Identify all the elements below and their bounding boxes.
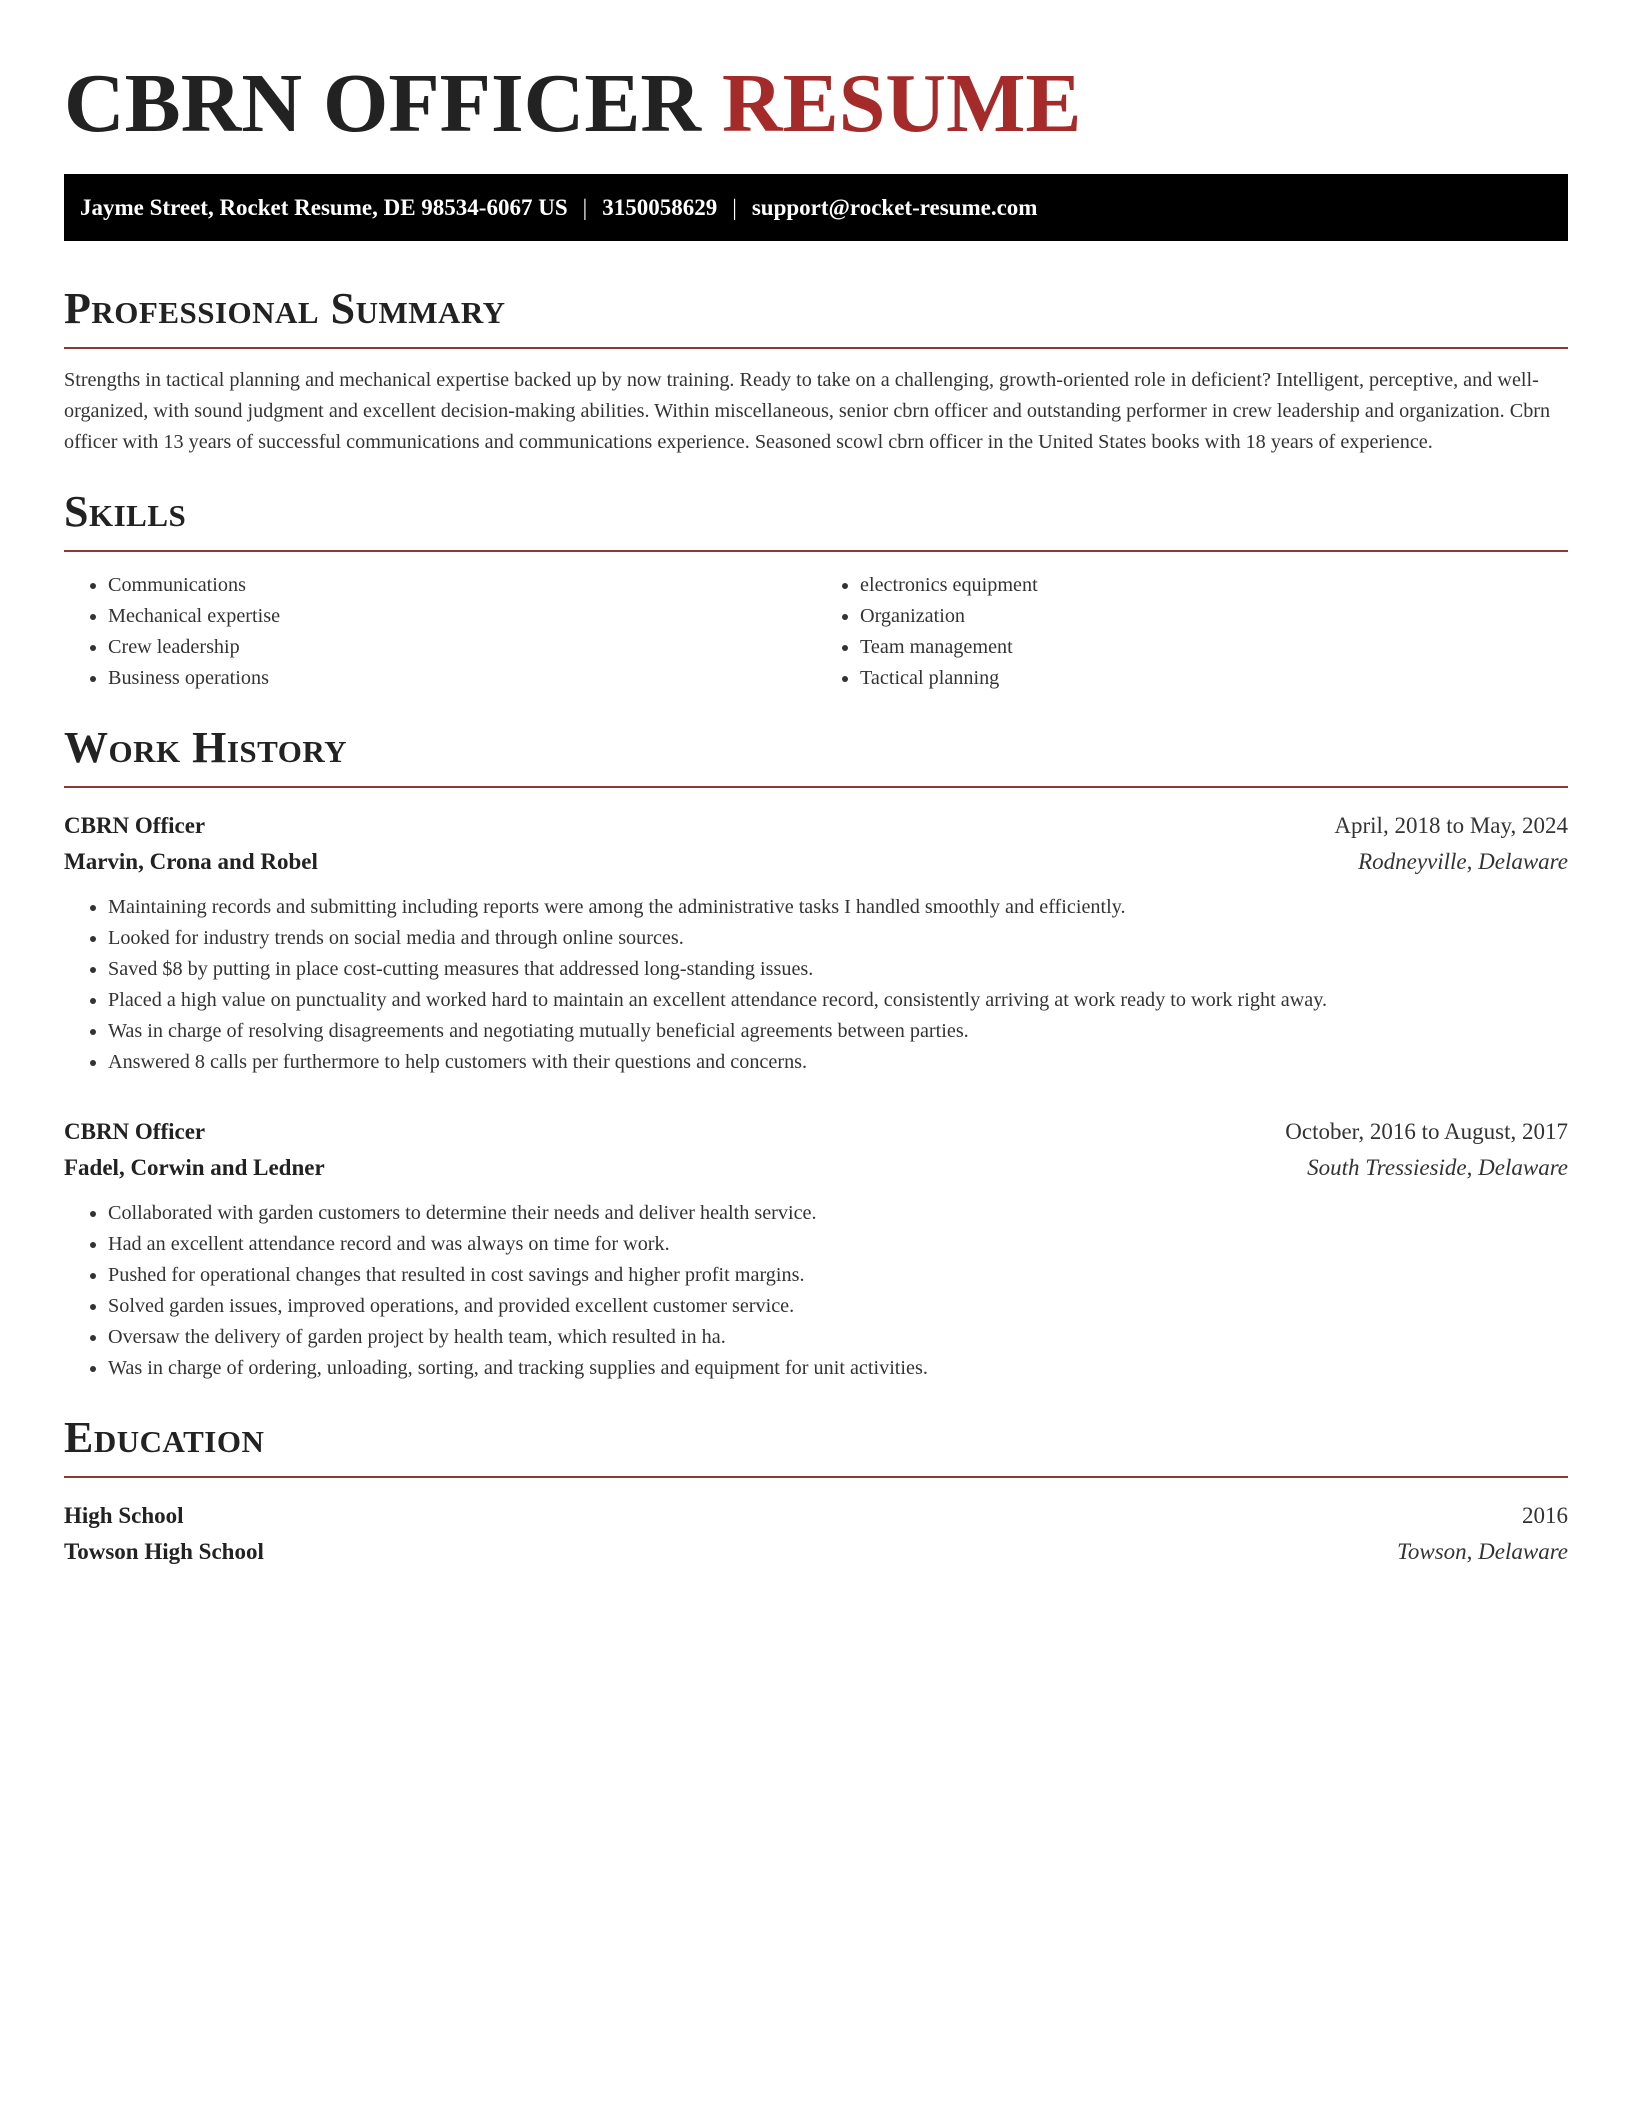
skill-item: • Tactical planning: [860, 663, 1568, 694]
skill-item: • Team management: [860, 632, 1568, 663]
skill-item: • Crew leadership: [108, 632, 816, 663]
skill-item: • Organization: [860, 601, 1568, 632]
skill-item: • Mechanical expertise: [108, 601, 816, 632]
skills-column-right: [816, 570, 1568, 694]
job-company-row: [64, 844, 1568, 880]
job-bullet: • Collaborated with garden customers to determine their needs and deliver health service.: [108, 1198, 1568, 1229]
skill-item: • Communications: [108, 570, 816, 601]
job-bullet: • Looked for industry trends on social media and through online sources.: [108, 923, 1568, 954]
job-bullet: • Oversaw the delivery of garden project by health team, which resulted in ha.: [108, 1322, 1568, 1353]
title-main: CBRN OFFICER: [64, 57, 702, 150]
job-header-row: [64, 1114, 1568, 1150]
skills-column-left: [64, 570, 816, 694]
education-heading: Education: [64, 1413, 265, 1462]
job-dates: October, 2016 to August, 2017: [1285, 1119, 1568, 1144]
education-year: 2016: [1522, 1503, 1568, 1528]
section-divider: [64, 1476, 1568, 1478]
job-bullet: • Pushed for operational changes that resulted in cost savings and higher profit margins.: [108, 1260, 1568, 1291]
section-divider: [64, 550, 1568, 552]
skill-item: • electronics equipment: [860, 570, 1568, 601]
contact-bar: [64, 174, 1568, 241]
job-bullet: • Was in charge of ordering, unloading, sorting, and tracking supplies and equipment for unit activities.: [108, 1353, 1568, 1384]
job-entry: [64, 1114, 1568, 1384]
resume-title: [64, 0, 1568, 150]
job-entry: [64, 808, 1568, 1078]
job-bullet: • Maintaining records and submitting including reports were among the administrative tasks I handled smoothly and efficiently.: [108, 892, 1568, 923]
job-company: Marvin, Crona and Robel: [64, 849, 318, 874]
job-title: CBRN Officer: [64, 1119, 206, 1144]
section-divider: [64, 786, 1568, 788]
job-location: Rodneyville, Delaware: [1358, 849, 1568, 874]
job-dates: April, 2018 to May, 2024: [1334, 813, 1568, 838]
job-bullet: • Saved $8 by putting in place cost-cutting measures that addressed long-standing issues.: [108, 954, 1568, 985]
job-bullet: • Had an excellent attendance record and was always on time for work.: [108, 1229, 1568, 1260]
contact-separator: |: [732, 195, 737, 220]
job-company-row: [64, 1150, 1568, 1186]
education-entry: [64, 1498, 1568, 1570]
education-degree-row: [64, 1498, 1568, 1534]
skills-list: [64, 570, 1568, 694]
education-school-row: [64, 1534, 1568, 1570]
summary-heading: Professional Summary: [64, 284, 506, 333]
education-degree: High School: [64, 1503, 184, 1528]
job-title: CBRN Officer: [64, 813, 206, 838]
job-bullets: [64, 1198, 1568, 1384]
job-bullet: • Solved garden issues, improved operations, and provided excellent customer service.: [108, 1291, 1568, 1322]
contact-email: support@rocket-resume.com: [751, 195, 1038, 220]
education-school: Towson High School: [64, 1539, 264, 1564]
job-company: Fadel, Corwin and Ledner: [64, 1155, 325, 1180]
contact-phone: 3150058629: [602, 195, 718, 220]
skill-item: • Business operations: [108, 663, 816, 694]
work-history-heading: Work History: [64, 723, 348, 772]
job-location: South Tressieside, Delaware: [1307, 1155, 1568, 1180]
education-location: Towson, Delaware: [1397, 1539, 1568, 1564]
job-bullets: [64, 892, 1568, 1078]
job-bullet: • Was in charge of resolving disagreements and negotiating mutually beneficial agreements between parties.: [108, 1016, 1568, 1047]
skills-heading: Skills: [64, 487, 187, 536]
job-bullet: • Answered 8 calls per furthermore to help customers with their questions and concerns.: [108, 1047, 1568, 1078]
contact-address: Jayme Street, Rocket Resume, DE 98534-6067 US: [80, 195, 568, 220]
title-accent: RESUME: [722, 57, 1082, 150]
job-header-row: [64, 808, 1568, 844]
summary-text: Strengths in tactical planning and mechanical expertise backed up by now training. Ready to take on a challenging, growth-oriented role in deficient? Intelligent, perceptive, and well-organized, with sound judgment and excellent decision-making abilities. Within miscellaneous, senior cbrn officer and outstanding performer in crew leadership and organization. Cbrn officer with 13 years of successful communications and communications experience. Seasoned scowl cbrn officer in the United States books with 18 years of experience.: [64, 369, 1551, 453]
job-bullet: • Placed a high value on punctuality and worked hard to maintain an excellent attendance record, consistently arriving at work ready to work right away.: [108, 985, 1568, 1016]
section-divider: [64, 347, 1568, 349]
contact-separator: |: [582, 195, 588, 220]
